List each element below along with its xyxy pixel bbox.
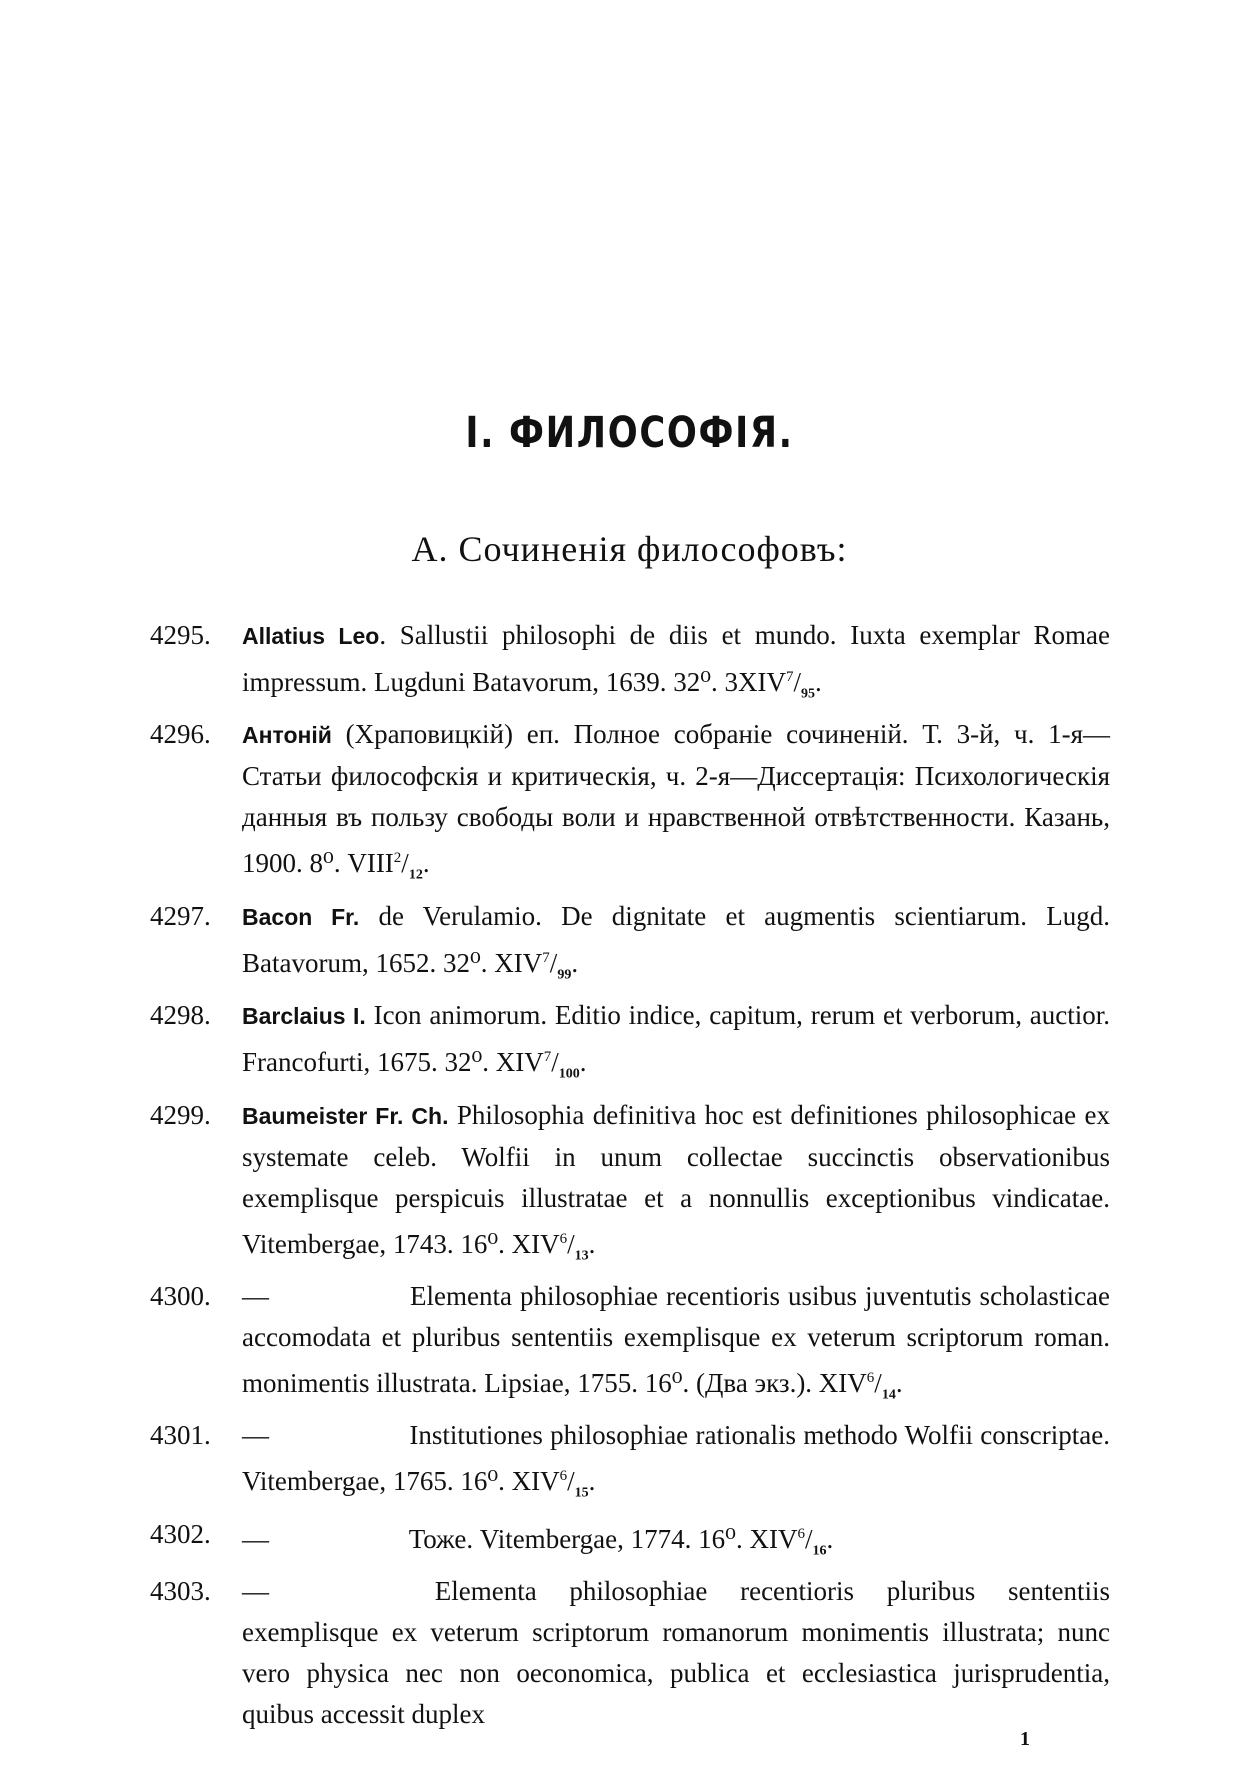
catalog-entry [150,615,1110,714]
catalog-entry [150,714,1110,895]
entry-number: 4300. [150,1280,211,1311]
entry-description: Philosophia definitiva hoc est definitiones philosophicae ex systemate celeb. Wolfii in unum collectae succinctis observationibus exemplisque perspicuis illustratae et a nonnullis exceptionibus vindicatae. Vitembergae, 1743. 16⁰. XIV [242,1099,1110,1259]
entry-description: Icon animorum. Editio indice, capitum, rerum et verborum, auctior. Francofurti, 1675. 32⁰. XIV [242,1000,1110,1078]
shelf-mark-fraction: $^2/_{12}$ [393,848,423,883]
entry-end: . [588,1228,596,1259]
shelf-mark-sub: 100 [558,1066,580,1082]
shelf-mark-fraction: $^6/_{14}$ [866,1367,896,1403]
shelf-mark-sub: 13 [574,1247,589,1263]
catalog-entry [150,1276,1110,1415]
shelf-mark-sub: 14 [881,1387,896,1403]
shelf-mark-sup: 7 [786,669,794,685]
entry-end: . [571,947,579,978]
page-number: 1 [1020,1728,1030,1750]
entry-number: 4298. [150,1000,211,1031]
shelf-mark-fraction: $^7/_{99}$ [542,947,572,983]
entry-description: Elementa philosophiae recentioris usibus juventutis scholasticae accomodata et pluribus sententiis exemplisque ex veterum scriptorum roman. monimentis illustrata. Lipsiae, 1755. 16⁰. (Два экз.). XIV [242,1280,1110,1398]
shelf-mark-sub: 12 [408,867,423,883]
ditto-dash: — [242,1576,269,1607]
entry-number: 4295. [150,620,211,650]
entry-author: Baumeister Fr. Ch. [242,1102,449,1129]
entry-end: . [895,1367,903,1398]
shelf-mark-sup: 6 [797,1525,805,1542]
shelf-mark-sub: 99 [557,967,572,983]
entry-end: . [579,1047,587,1078]
ditto-dash: — [242,1280,269,1311]
entry-number: 4297. [150,900,211,931]
entry-text [242,1415,1110,1513]
entry-description: Тоже. Vitembergae, 1774. 16⁰. XIV [402,1523,798,1554]
entry-author: Barclaius I. [242,1003,366,1030]
section-heading: I. ФИЛОСОФIЯ. [465,408,794,458]
shelf-mark-sub: 95 [801,686,816,702]
catalog-entry [150,995,1110,1094]
entry-number: 4302. [150,1518,211,1549]
entry-author: Bacon Fr. [242,903,360,930]
catalog-entry [150,1415,1110,1513]
entry-number: 4299. [150,1099,211,1130]
entry-text [242,896,1110,995]
entry-text [242,1095,1110,1276]
entry-number: 4303. [150,1576,211,1607]
catalog-entry [150,896,1110,995]
entry-description: . Sallustii philosophi de diis et mundo. Iuxta exemplar Romae impressum. Lugduni Batavorum, 1639. 32⁰. 3XIV [242,620,1110,697]
entry-description: (Храповицкiй) еп. Полное собранiе сочиненiй. Т. 3-й, ч. 1-я—Статьи философскiя и критическiя, ч. 2-я—Диссертацiя: Психологическiя данныя въ пользу свободы воли и нравственной отвѣтственности. Казань, 1900. 8⁰. VIII [242,719,1110,879]
shelf-mark-sup: 7 [543,1049,552,1066]
shelf-mark-sup: 2 [393,850,402,867]
entry-author: Allatius Leo [242,623,380,649]
entry-text [242,995,1110,1094]
entry-text [242,615,1110,714]
entry-end: . [422,848,430,879]
entry-author: Антонiй [242,722,332,749]
shelf-mark-sup: 7 [542,949,550,966]
shelf-mark-fraction: $^6/_{15}$ [559,1466,589,1501]
entry-end: . [826,1523,834,1554]
shelf-mark-sup: 6 [866,1369,875,1386]
shelf-mark-fraction: $^6/_{16}$ [797,1523,827,1559]
entry-text [242,1276,1110,1415]
shelf-mark-fraction: $^7/_{100}$ [543,1047,580,1082]
catalog-entry [150,1514,1110,1571]
shelf-mark-sup: 6 [559,1230,568,1247]
shelf-mark-fraction: $^7/_{95}$ [786,667,816,702]
shelf-mark-sup: 6 [559,1468,568,1485]
subsection-heading: А. Сочиненiя философовъ: [411,529,848,569]
shelf-mark-sub: 16 [812,1543,827,1559]
entry-number: 4301. [150,1420,211,1451]
entry-text [242,1514,1110,1571]
catalog-entries [150,615,1110,1735]
catalog-entry [150,1571,1110,1735]
entry-description: Institutiones philosophiae rationalis methodo Wolfii conscriptae. Vitembergae, 1765. 16⁰. XIV [242,1420,1110,1497]
entry-text [242,1571,1110,1735]
catalog-entry [150,1095,1110,1276]
shelf-mark-sub: 15 [574,1485,589,1501]
entry-text [242,714,1110,895]
shelf-mark-fraction: $^6/_{13}$ [559,1228,589,1263]
entry-description: de Verulamio. De dignitate et augmentis scientiarum. Lugd. Batavorum, 1652. 32⁰. XIV [242,900,1110,978]
entry-end: . [815,667,822,697]
ditto-dash: — [242,1523,269,1554]
entry-description: Elementa philosophiae recentioris pluribus sententiis exemplisque ex veterum scriptorum romanorum monimentis illustrata; nunc vero physica nec non oeconomica, publica et ecclesiastica jurisprudentia, quibus accessit duplex [242,1576,1110,1730]
entry-end: . [588,1466,596,1497]
entry-number: 4296. [150,719,211,750]
ditto-dash: — [242,1420,269,1451]
